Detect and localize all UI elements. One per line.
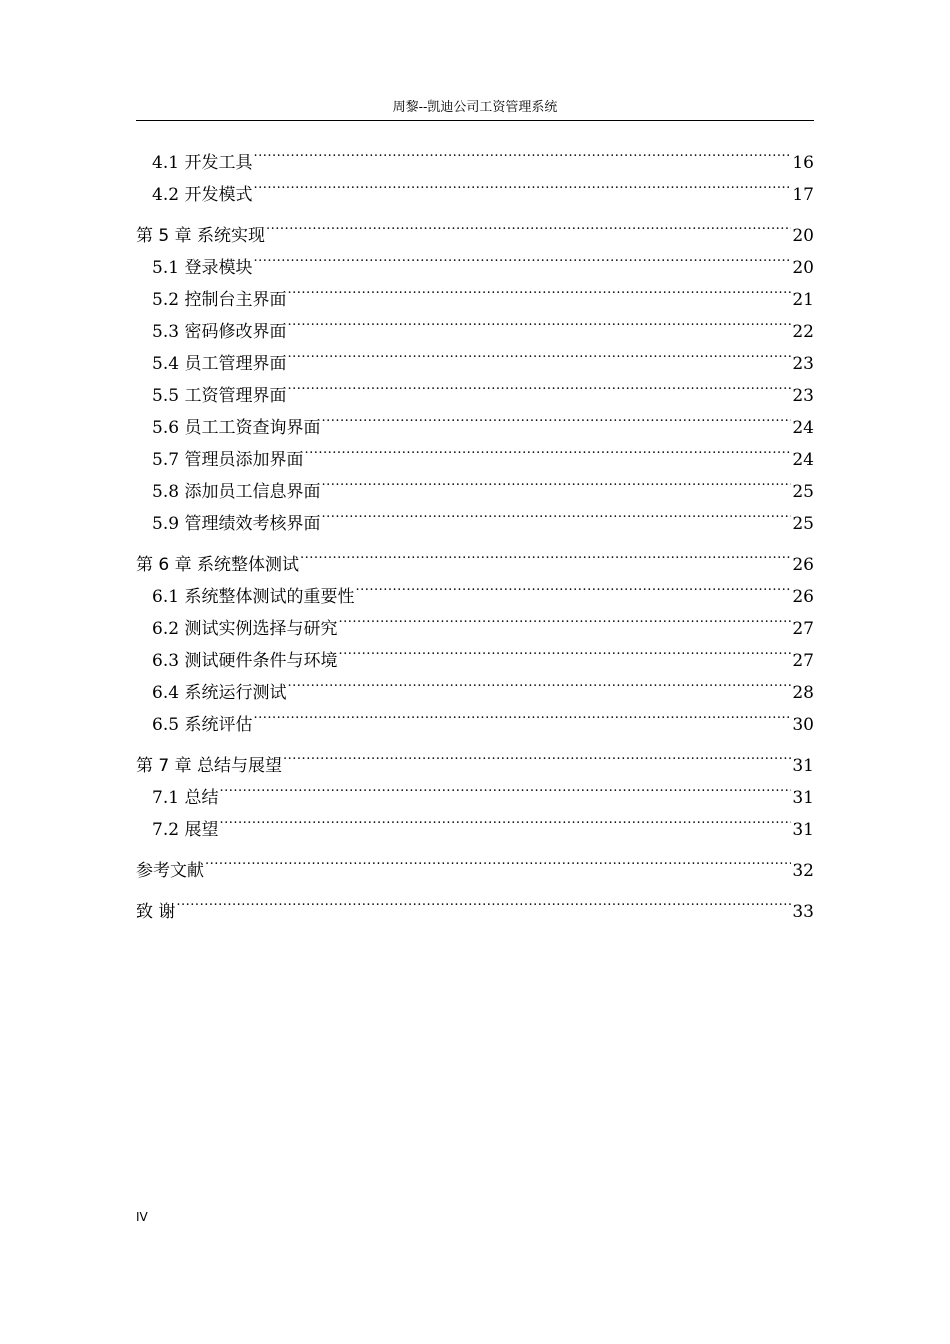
toc-entry-label: 5.8 添加员工信息界面 [152,482,321,502]
table-of-contents [136,136,814,922]
toc-entry-label: 5.3 密码修改界面 [152,322,287,342]
toc-entry-page: 30 [792,715,814,735]
toc-entry-page: 17 [792,185,814,205]
toc-entry-page: 27 [792,619,814,639]
toc-entry-label: 7.2 展望 [152,820,219,840]
toc-entry-page: 24 [792,418,814,438]
toc-entry-page: 27 [792,651,814,671]
toc-entry-label: 4.1 开发工具 [152,153,253,173]
toc-dot-leader [205,844,791,876]
toc-entry-page: 31 [792,788,814,808]
toc-dot-leader [266,209,791,241]
toc-entry-label: 4.2 开发模式 [152,185,253,205]
toc-entry[interactable] [136,771,814,808]
toc-entry-label: 6.3 测试硬件条件与环境 [152,651,338,671]
toc-entry-page: 33 [792,902,814,922]
toc-entry[interactable] [136,136,814,173]
toc-dot-leader [219,771,791,803]
header-title: 周黎--凯迪公司工资管理系统 [392,100,558,115]
toc-entry-label: 6.1 系统整体测试的重要性 [152,587,355,607]
toc-entry-page: 28 [792,683,814,703]
toc-entry-label: 5.9 管理绩效考核界面 [152,514,321,534]
toc-dot-leader [287,273,791,305]
toc-dot-leader [287,337,791,369]
toc-dot-leader [176,885,791,917]
toc-dot-leader [304,433,791,465]
toc-entry-page: 21 [792,290,814,310]
page-number: IV [136,1210,148,1224]
toc-entry-page: 32 [792,861,814,881]
toc-entry[interactable] [136,209,814,246]
toc-entry-page: 31 [792,756,814,776]
toc-entry-label: 第 7 章 总结与展望 [136,756,283,776]
toc-dot-leader [321,465,791,497]
toc-entry[interactable] [136,885,814,922]
toc-entry-page: 23 [792,386,814,406]
toc-entry-label: 5.5 工资管理界面 [152,386,287,406]
toc-dot-leader [287,305,791,337]
toc-dot-leader [253,136,791,168]
toc-entry-label: 致 谢 [136,902,176,922]
toc-entry[interactable] [136,803,814,840]
toc-entry-page: 24 [792,450,814,470]
toc-entry-page: 20 [792,258,814,278]
toc-entry-label: 5.4 员工管理界面 [152,354,287,374]
toc-entry-label: 5.2 控制台主界面 [152,290,287,310]
toc-dot-leader [287,666,791,698]
page-header [136,98,814,121]
toc-entry-label: 6.2 测试实例选择与研究 [152,619,338,639]
toc-entry-label: 6.5 系统评估 [152,715,253,735]
toc-dot-leader [300,538,791,570]
toc-entry-label: 5.7 管理员添加界面 [152,450,304,470]
toc-entry-page: 26 [792,555,814,575]
toc-entry[interactable] [136,538,814,575]
toc-entry-label: 第 5 章 系统实现 [136,226,266,246]
toc-entry-label: 第 6 章 系统整体测试 [136,555,300,575]
toc-entry[interactable] [136,844,814,881]
toc-dot-leader [283,739,791,771]
toc-dot-leader [321,401,791,433]
toc-dot-leader [338,634,791,666]
toc-dot-leader [287,369,791,401]
toc-entry-page: 23 [792,354,814,374]
toc-entry-page: 26 [792,587,814,607]
toc-entry-page: 20 [792,226,814,246]
toc-entry-label: 参考文献 [136,861,204,881]
toc-entry-page: 31 [792,820,814,840]
toc-entry-label: 6.4 系统运行测试 [152,683,287,703]
toc-dot-leader [219,803,791,835]
toc-entry-page: 25 [792,514,814,534]
toc-dot-leader [338,602,791,634]
toc-entry-page: 16 [792,153,814,173]
toc-dot-leader [253,241,791,273]
toc-entry-label: 5.1 登录模块 [152,258,253,278]
toc-entry-page: 22 [792,322,814,342]
toc-dot-leader [321,497,791,529]
toc-entry-label: 7.1 总结 [152,788,219,808]
toc-entry-label: 5.6 员工工资查询界面 [152,418,321,438]
toc-dot-leader [253,698,791,730]
toc-entry[interactable] [136,739,814,776]
toc-dot-leader [253,168,791,200]
toc-entry-page: 25 [792,482,814,502]
toc-dot-leader [355,570,791,602]
